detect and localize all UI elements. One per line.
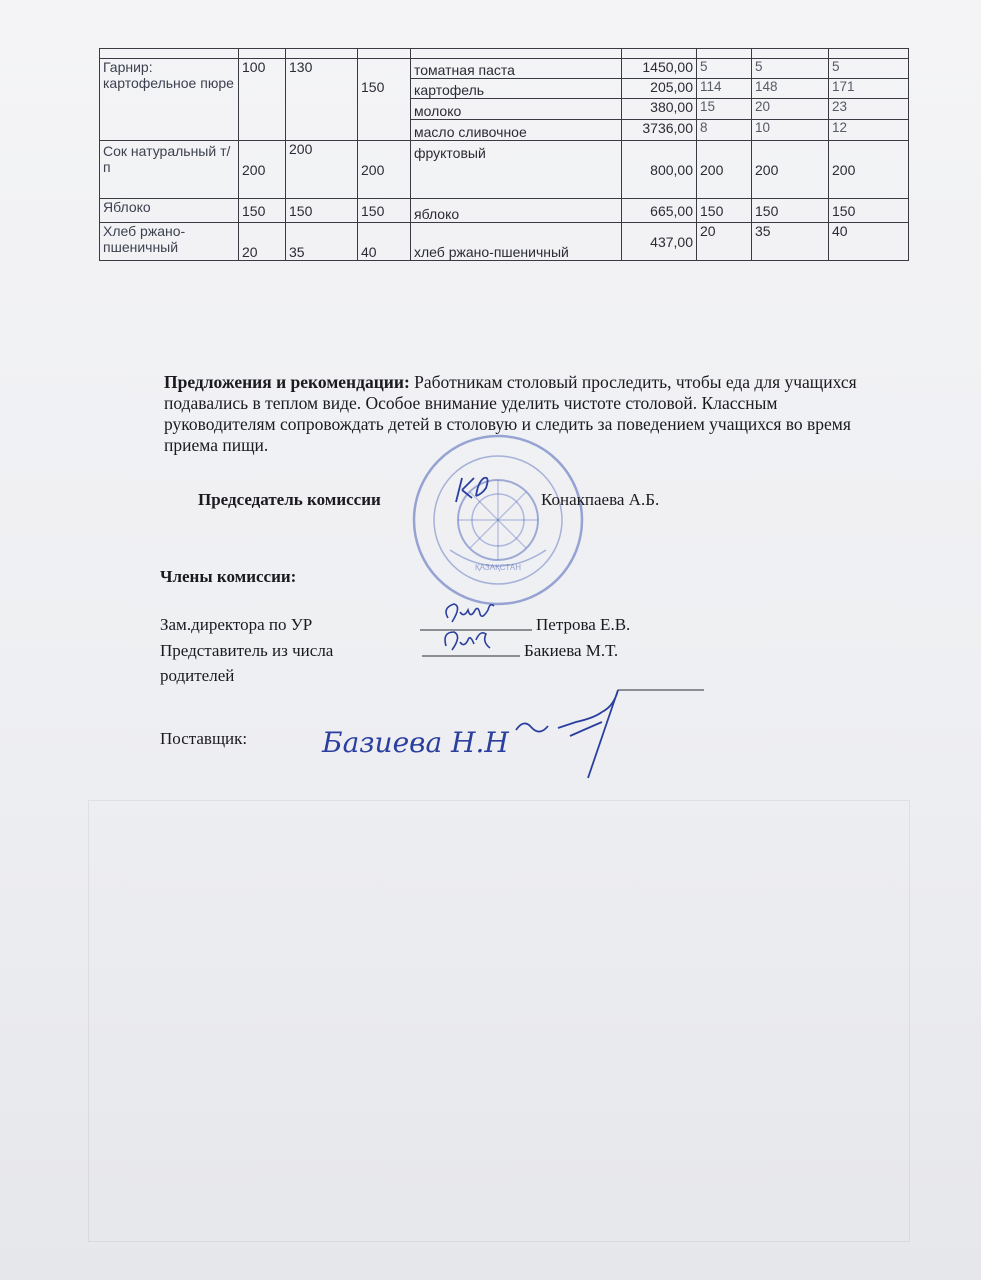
amount-cell: 20 [752, 99, 829, 120]
amount-cell: 10 [752, 120, 829, 141]
amount-cell: 171 [829, 79, 909, 99]
weight-cell: 130 [286, 59, 358, 141]
product-cell: фруктовый [411, 141, 622, 199]
weight-cell: 35 [286, 223, 358, 261]
amount-cell: 5 [752, 59, 829, 79]
table-row [100, 59, 909, 79]
parent-signature [420, 626, 522, 660]
price-cell: 3736,00 [622, 120, 697, 141]
amount-cell: 5 [829, 59, 909, 79]
weight-cell: 40 [358, 223, 411, 261]
amount-cell: 200 [829, 141, 909, 199]
weight-cell: 150 [286, 199, 358, 223]
supplier-signature [318, 682, 712, 782]
dish-cell: Хлеб ржано-пшеничный [100, 223, 239, 261]
dish-cell: Яблоко [100, 199, 239, 223]
stamp-emblem-text: ҚАЗАҚСТАН [475, 563, 521, 572]
official-stamp [410, 432, 586, 608]
chairman-signature [448, 472, 498, 508]
product-cell: молоко [411, 99, 622, 120]
amount-cell: 23 [829, 99, 909, 120]
table-row [100, 199, 909, 223]
price-cell: 437,00 [622, 223, 697, 261]
parent-name: Бакиева М.Т. [524, 641, 619, 660]
parent-title-line1: Представитель из числа [160, 641, 334, 660]
amount-cell: 150 [697, 199, 752, 223]
supplier-handwriting: Базиева Н.Н [322, 726, 509, 759]
weight-cell: 20 [239, 223, 286, 261]
price-cell: 380,00 [622, 99, 697, 120]
price-cell: 205,00 [622, 79, 697, 99]
price-cell: 1450,00 [622, 59, 697, 79]
product-cell: яблоко [411, 199, 622, 223]
chairman-title: Председатель комиссии [198, 490, 381, 509]
weight-cell: 200 [358, 141, 411, 199]
amount-cell: 12 [829, 120, 909, 141]
weight-cell: 100 [239, 59, 286, 141]
table-header-stub [100, 49, 909, 59]
deputy-name: Петрова Е.В. [536, 615, 631, 634]
amount-cell: 20 [697, 223, 752, 261]
product-cell: томатная паста [411, 59, 622, 79]
table-row [100, 141, 909, 199]
product-cell: хлеб ржано-пшеничный [411, 223, 622, 261]
product-cell: масло сливочное [411, 120, 622, 141]
amount-cell: 8 [697, 120, 752, 141]
weight-cell: 150 [358, 59, 411, 141]
price-cell: 800,00 [622, 141, 697, 199]
parent-title-line2: родителей [160, 666, 235, 685]
proposals-label: Предложения и рекомендации: [164, 372, 410, 392]
weight-cell: 150 [358, 199, 411, 223]
amount-cell: 35 [752, 223, 829, 261]
supplier-label: Поставщик: [160, 729, 248, 748]
dish-cell: Сок натуральный т/п [100, 141, 239, 199]
weight-cell: 150 [239, 199, 286, 223]
product-cell: картофель [411, 79, 622, 99]
amount-cell: 150 [829, 199, 909, 223]
menu-table [99, 48, 909, 261]
amount-cell: 200 [752, 141, 829, 199]
table-row [100, 223, 909, 261]
members-heading: Члены комиссии: [160, 567, 297, 586]
dish-cell: Гарнир: картофельное пюре [100, 59, 239, 141]
weight-cell: 200 [239, 141, 286, 199]
deputy-title: Зам.директора по УР [160, 615, 313, 634]
weight-cell: 200 [286, 141, 358, 199]
amount-cell: 150 [752, 199, 829, 223]
amount-cell: 200 [697, 141, 752, 199]
price-cell: 665,00 [622, 199, 697, 223]
amount-cell: 114 [697, 79, 752, 99]
amount-cell: 15 [697, 99, 752, 120]
proposals-text: Работникам столовый проследить, чтобы еда для учащихся подавались в теплом виде. Особое внимание уделить чистоте столовой. Классным руководителям сопровождать детей в столовую и следить за поведением учащихся во время приема пищи. [164, 372, 857, 455]
proposals-paragraph [164, 372, 864, 456]
bleed-through-table [88, 800, 910, 1242]
amount-cell: 148 [752, 79, 829, 99]
amount-cell: 5 [697, 59, 752, 79]
amount-cell: 40 [829, 223, 909, 261]
chairman-name: Конакпаева А.Б. [541, 490, 660, 509]
